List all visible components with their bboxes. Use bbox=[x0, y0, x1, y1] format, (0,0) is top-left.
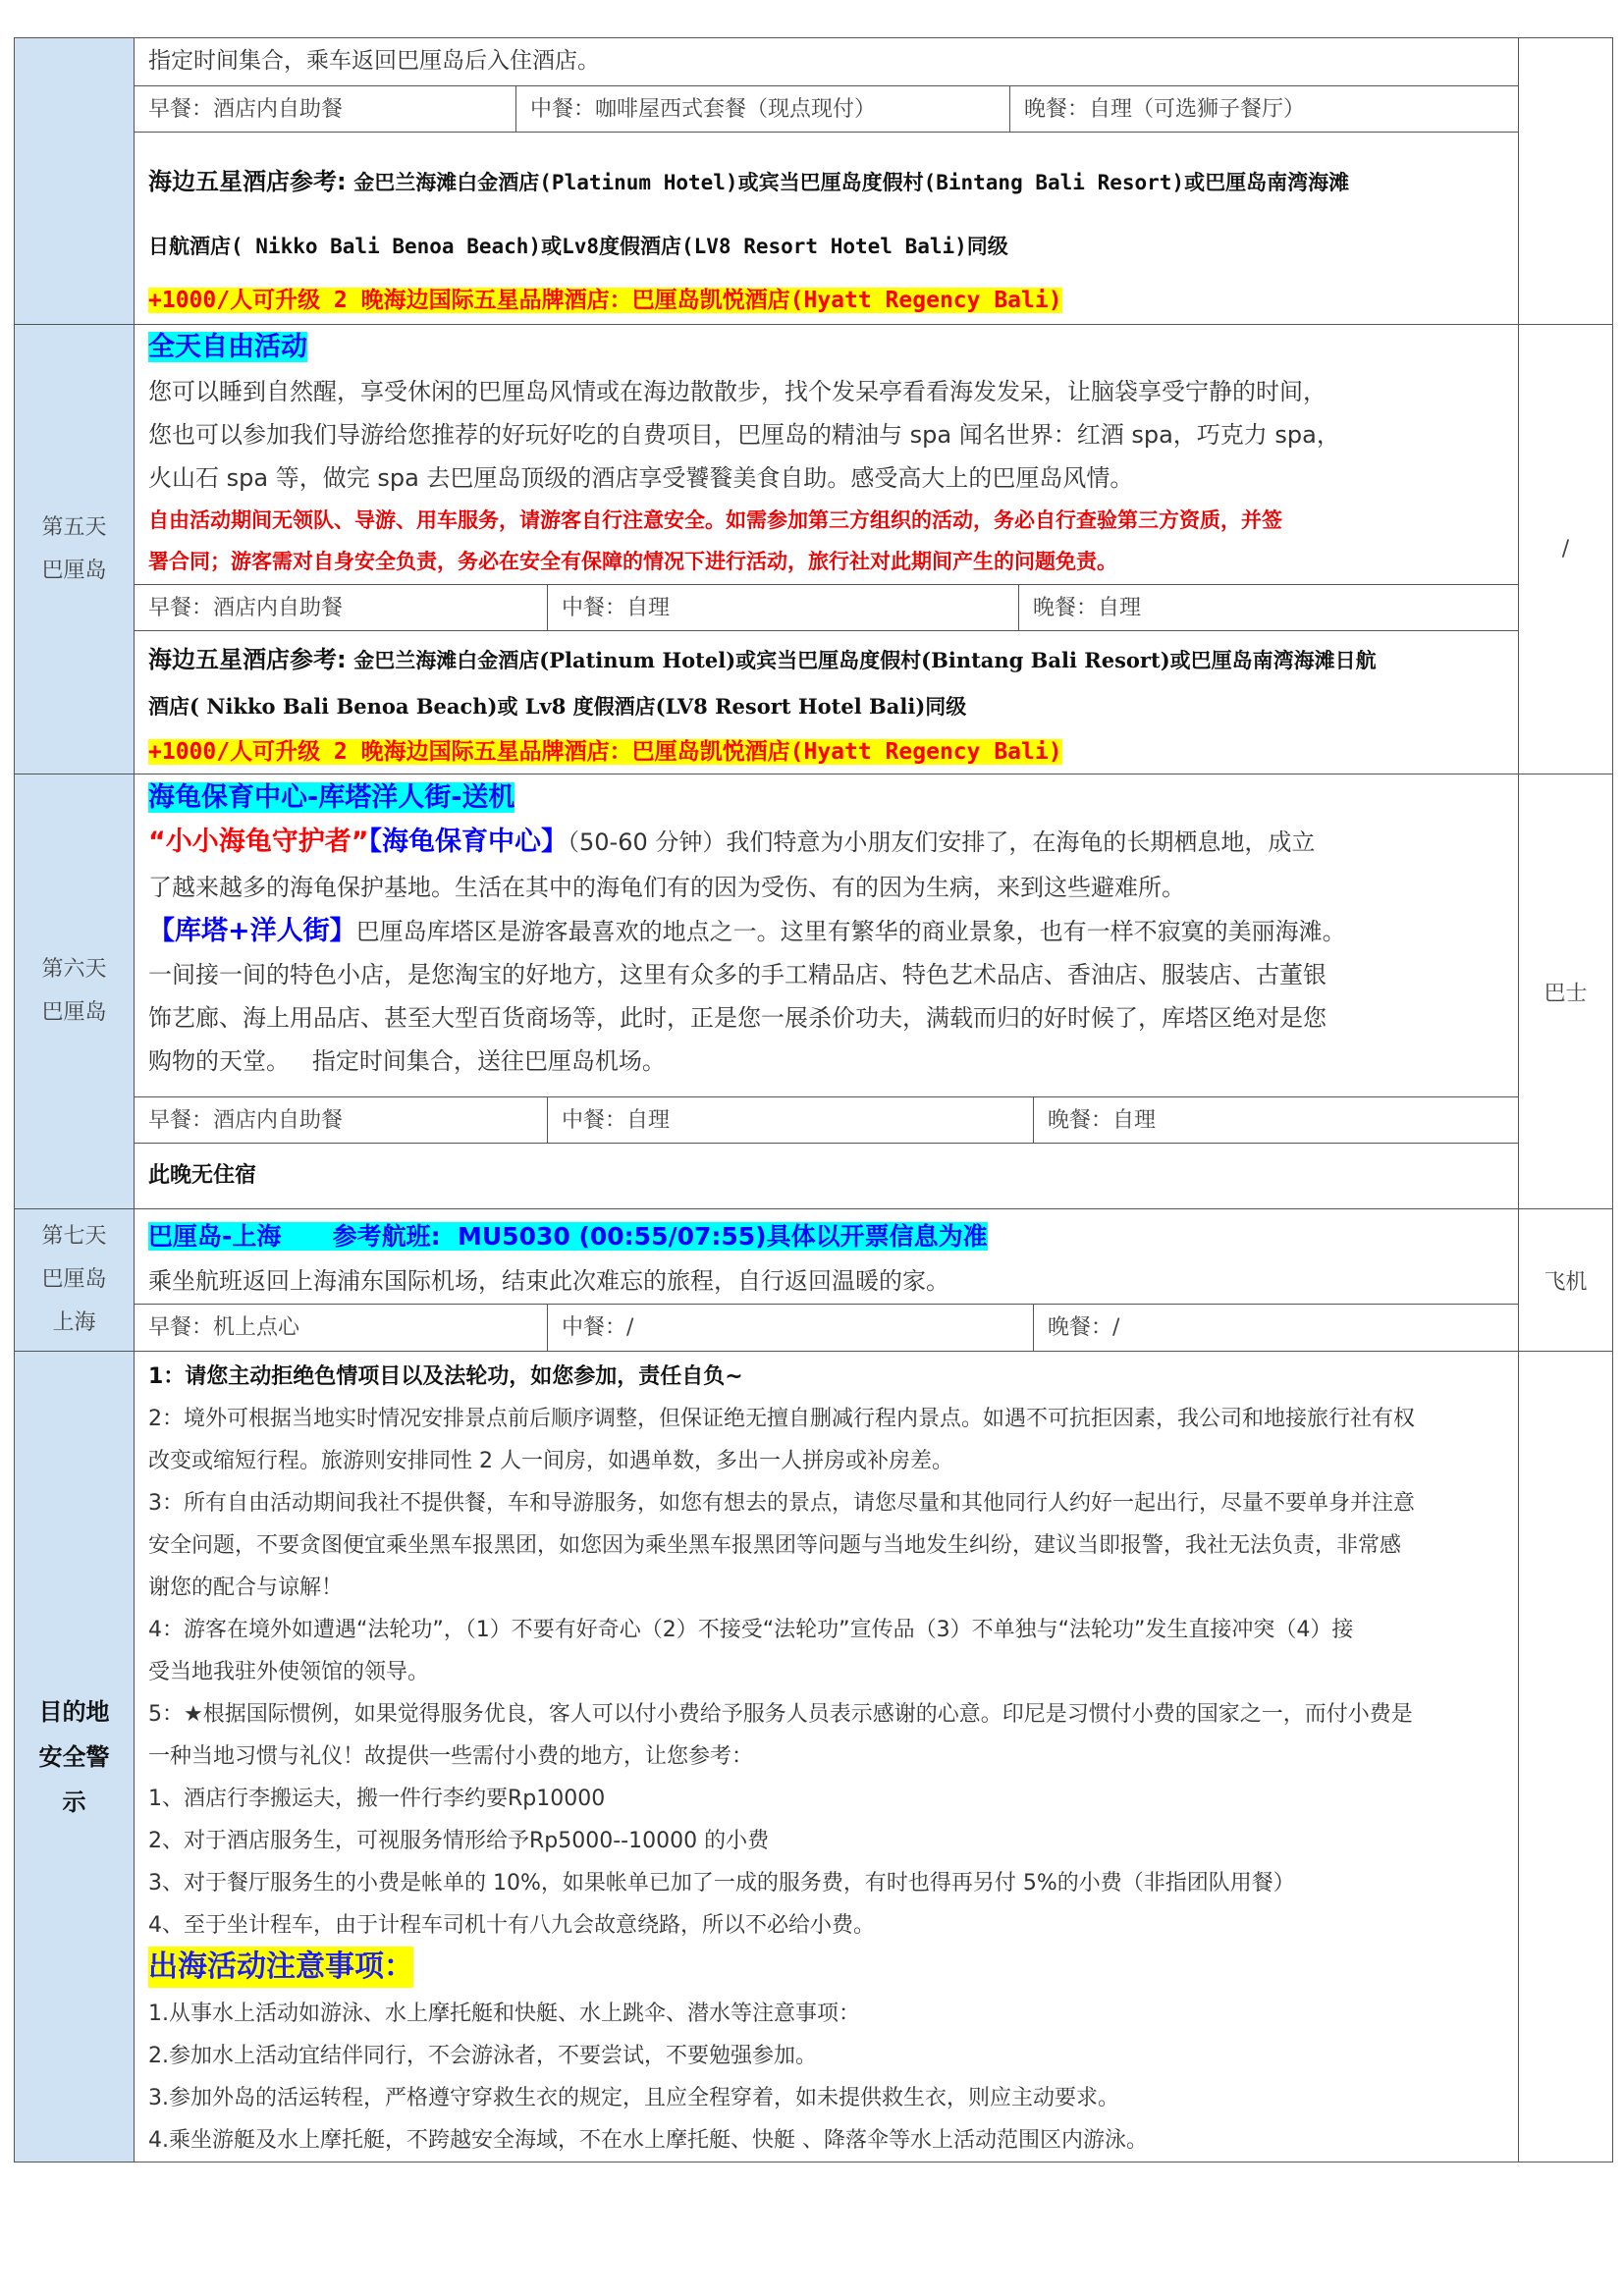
safety-item-5b: 一种当地习惯与礼仪！故提供一些需付小费的地方，让您参考： bbox=[148, 1744, 754, 1769]
sea-item-1: 1.从事水上活动如游泳、水上摩托艇和快艇、水上跳伞、潜水等注意事项： bbox=[148, 2002, 860, 2026]
sea-activity-title: 出海活动注意事项： bbox=[148, 1947, 413, 1988]
sea-item-4: 4.乘坐游艇及水上摩托艇，不跨越安全海域，不在水上摩托艇、快艇 、降落伞等水上活动范围区内游泳。 bbox=[148, 2128, 1148, 2153]
day6-row bbox=[15, 774, 1613, 1209]
sea-item-3: 3.参加外岛的活运转程，严格遵守穿救生衣的规定，且应全程穿着，如未提供救生衣，则应主动要求。 bbox=[148, 2086, 1119, 2110]
day4-dinner: 晚餐：自理（可选狮子餐厅） bbox=[1009, 86, 1518, 132]
safety-item-3c: 谢您的配合与谅解！ bbox=[148, 1575, 344, 1600]
safety-item-4a: 4：游客在境外如遭遇“法轮功”，（1）不要有好奇心（2）不接受“法轮功”宣传品（3）不单独与“法轮功”发生直接冲突（4）接 bbox=[148, 1618, 1354, 1642]
day6-turtle-text2: 了越来越多的海龟保护基地。生活在其中的海龟们有的因为受伤、有的因为生病，来到这些避难所。 bbox=[148, 874, 1185, 901]
day7-day-cell bbox=[15, 1209, 135, 1352]
day4-text: 指定时间集合，乘车返回巴厘岛后入住酒店。 bbox=[148, 48, 600, 74]
day6-kuta-text4: 购物的天堂。 指定时间集合，送往巴厘岛机场。 bbox=[148, 1047, 666, 1075]
day6-breakfast: 早餐：酒店内自助餐 bbox=[148, 1108, 344, 1133]
day4-content-cell bbox=[135, 38, 1519, 325]
day6-no-hotel: 此晚无住宿 bbox=[148, 1163, 257, 1188]
safety-item-5a: 5：★根据国际惯例，如果觉得服务优良，客人可以付小费给予服务人员表示感谢的心意。印尼是习惯付小费的国家之一，而付小费是 bbox=[148, 1702, 1413, 1727]
day5-content-cell bbox=[135, 325, 1519, 774]
day6-turtle-text1: （50-60 分钟）我们特意为小朋友们安排了，在海龟的长期栖息地，成立 bbox=[568, 828, 1316, 856]
tip-item-4: 4、至于坐计程车，由于计程车司机十有八九会故意绕路，所以不必给小费。 bbox=[148, 1913, 875, 1938]
day5-meals bbox=[135, 584, 1518, 631]
safety-item-2b: 改变或缩短行程。旅游则安排同性 2 人一间房，如遇单数，多出一人拼房或补房差。 bbox=[148, 1449, 953, 1473]
day4-lunch: 中餐：咖啡屋西式套餐（现点现付） bbox=[515, 86, 1009, 132]
day6-lunch: 中餐：自理 bbox=[547, 1097, 1033, 1143]
day4-hotel-block bbox=[135, 133, 1518, 279]
day5-hotel-label: 海边五星酒店参考: bbox=[148, 646, 347, 673]
day5-day-label: 第五天 bbox=[41, 514, 107, 540]
day7-meals bbox=[135, 1304, 1518, 1351]
sea-item-2: 2.参加水上活动宜结伴同行，不会游泳者，不要尝试，不要勉强参加。 bbox=[148, 2044, 817, 2068]
day5-transport-cell: / bbox=[1519, 325, 1613, 774]
day6-transport-cell: 巴士 bbox=[1519, 774, 1613, 1209]
day5-para-line2: 您也可以参加我们导游给您推荐的好玩好吃的自费项目，巴厘岛的精油与 spa 闻名世界：红酒 spa，巧克力 spa， bbox=[148, 421, 1340, 449]
safety-tips bbox=[135, 1352, 1518, 2162]
day7-title: 巴厘岛-上海 参考航班: MU5030 (00:55/07:55)具体以开票信息为准 bbox=[148, 1222, 988, 1251]
day6-content-cell bbox=[135, 774, 1519, 1209]
day5-para-line1: 您可以睡到自然醒，享受休闲的巴厘岛风情或在海边散散步，找个发呆亭看看海发发呆，让脑袋享受宁静的时间， bbox=[148, 378, 1326, 405]
day6-kuta-text3: 饰艺廊、海上用品店、甚至大型百货商场等，此时，正是您一展杀价功夫，满载而归的好时候了，库塔区绝对是您 bbox=[148, 1004, 1326, 1032]
day5-day-cell bbox=[15, 325, 135, 774]
day6-day-cell bbox=[15, 774, 135, 1209]
safety-row bbox=[15, 1352, 1613, 2163]
day6-kuta-text2: 一间接一间的特色小店，是您淘宝的好地方，这里有众多的手工精品店、特色艺术品店、香油店、服装店、古董银 bbox=[148, 961, 1326, 988]
day5-para bbox=[135, 370, 1518, 500]
day6-title: 海龟保育中心-库塔洋人街-送机 bbox=[148, 782, 515, 813]
day5-row bbox=[15, 325, 1613, 774]
safety-item-4b: 受当地我驻外使领馆的领导。 bbox=[148, 1660, 430, 1684]
day5-warning-line1: 自由活动期间无领队、导游、用车服务，请游客自行注意安全。如需参加第三方组织的活动，务必自行查验第三方资质，并签 bbox=[148, 508, 1282, 532]
tip-item-1: 1、酒店行李搬运夫，搬一件行李约要Rp10000 bbox=[148, 1787, 606, 1811]
day7-transport-cell: 飞机 bbox=[1519, 1209, 1613, 1352]
day6-kuta-tag: 【库塔+洋人街】 bbox=[148, 916, 356, 946]
safety-label-line2: 安全警 bbox=[38, 1742, 110, 1771]
day5-dinner: 晚餐：自理 bbox=[1018, 585, 1518, 630]
day5-breakfast: 早餐：酒店内自助餐 bbox=[148, 596, 344, 620]
day7-day-label: 第七天 bbox=[41, 1224, 107, 1249]
day5-hotel-line1: 金巴兰海滩白金酒店(Platinum Hotel)或宾当巴厘岛度假村(Bintang Bali Resort)或巴厘岛南湾海滩日航 bbox=[353, 648, 1377, 672]
day7-text: 乘坐航班返回上海浦东国际机场，结束此次难忘的旅程，自行返回温暖的家。 bbox=[148, 1267, 949, 1295]
day5-title: 全天自由活动 bbox=[148, 332, 307, 362]
day7-lunch: 中餐：/ bbox=[547, 1305, 1033, 1351]
day6-turtle-block bbox=[135, 820, 1518, 910]
day5-warning-line2: 署合同；游客需对自身安全负责，务必在安全有保障的情况下进行活动，旅行社对此期间产生的问题免责。 bbox=[148, 550, 1117, 573]
day6-kuta-block bbox=[135, 910, 1518, 1083]
day4-transport-cell bbox=[1519, 38, 1613, 325]
safety-label-cell bbox=[15, 1352, 135, 2163]
day6-dinner: 晚餐：自理 bbox=[1033, 1097, 1518, 1143]
day6-day-label: 第六天 bbox=[41, 957, 107, 982]
itinerary-table bbox=[14, 37, 1613, 2163]
day4-row bbox=[15, 38, 1613, 325]
tip-item-3: 3、对于餐厅服务生的小费是帐单的 10%，如果帐单已加了一成的服务费，有时也得再另付 5%的小费（非指团队用餐） bbox=[148, 1871, 1295, 1896]
day6-kuta-text1: 巴厘岛库塔区是游客最喜欢的地点之一。这里有繁华的商业景象，也有一样不寂寞的美丽海滩。 bbox=[355, 918, 1346, 945]
safety-transport-cell bbox=[1519, 1352, 1613, 2163]
day4-upgrade-note: +1000/人可升级 2 晚海边国际五星品牌酒店：巴厘岛凯悦酒店(Hyatt Regency Bali) bbox=[148, 288, 1062, 313]
day5-hotel-line2: 酒店( Nikko Bali Benoa Beach)或 Lv8 度假酒店(LV8 Resort Hotel Bali)同级 bbox=[148, 694, 967, 719]
safety-item-1: 1：请您主动拒绝色情项目以及法轮功，如您参加，责任自负~ bbox=[148, 1364, 743, 1389]
day7-dinner: 晚餐：/ bbox=[1033, 1305, 1518, 1351]
day7-city-label: 巴厘岛 bbox=[41, 1267, 107, 1292]
tip-item-2: 2、对于酒店服务生，可视服务情形给予Rp5000--10000 的小费 bbox=[148, 1829, 770, 1853]
day6-meals bbox=[135, 1096, 1518, 1144]
day7-breakfast: 早餐：机上点心 bbox=[148, 1315, 300, 1340]
day4-meals bbox=[135, 85, 1518, 133]
day7-row bbox=[15, 1209, 1613, 1352]
day5-hotel-block bbox=[135, 631, 1518, 730]
day4-hotel-line2: 日航酒店( Nikko Bali Benoa Beach)或Lv8度假酒店(LV8 Resort Hotel Bali)同级 bbox=[148, 235, 1008, 258]
day6-city-label: 巴厘岛 bbox=[41, 1000, 107, 1025]
day5-warning bbox=[135, 500, 1518, 582]
day4-hotel-line1: 金巴兰海滩白金酒店(Platinum Hotel)或宾当巴厘岛度假村(Bintang Bali Resort)或巴厘岛南湾海滩 bbox=[353, 171, 1350, 194]
day6-turtle-tag: 【海龟保育中心】 bbox=[368, 827, 568, 857]
safety-item-2a: 2：境外可根据当地实时情况安排景点前后顺序调整，但保证绝无擅自删减行程内景点。如遇不可抗拒因素，我公司和地接旅行社有权 bbox=[148, 1407, 1416, 1431]
day7-city2-label: 上海 bbox=[52, 1310, 96, 1335]
day5-para-line3: 火山石 spa 等，做完 spa 去巴厘岛顶级的酒店享受饕餮美食自助。感受高大上的巴厘岛风情。 bbox=[148, 464, 1134, 492]
day5-lunch: 中餐：自理 bbox=[547, 585, 1018, 630]
safety-item-3a: 3：所有自由活动期间我社不提供餐，车和导游服务，如您有想去的景点，请您尽量和其他同行人约好一起出行，尽量不要单身并注意 bbox=[148, 1491, 1416, 1516]
day7-content-cell bbox=[135, 1209, 1519, 1352]
day4-breakfast: 早餐：酒店内自助餐 bbox=[148, 97, 344, 122]
day5-upgrade-note: +1000/人可升级 2 晚海边国际五星品牌酒店：巴厘岛凯悦酒店(Hyatt Regency Bali) bbox=[148, 739, 1062, 765]
safety-content-cell bbox=[135, 1352, 1519, 2163]
day4-hotel-label: 海边五星酒店参考: bbox=[148, 168, 347, 195]
safety-label-line1: 目的地 bbox=[38, 1697, 110, 1726]
day6-turtle-name: “小小海龟守护者” bbox=[148, 827, 369, 857]
day4-day-cell bbox=[15, 38, 135, 325]
safety-item-3b: 安全问题，不要贪图便宜乘坐黑车报黑团，如您因为乘坐黑车报黑团等问题与当地发生纠纷，建议当即报警，我社无法负责，非常感 bbox=[148, 1533, 1402, 1558]
safety-label-line3: 示 bbox=[62, 1788, 86, 1816]
itinerary-page bbox=[14, 37, 1612, 2163]
day5-city-label: 巴厘岛 bbox=[41, 558, 107, 583]
